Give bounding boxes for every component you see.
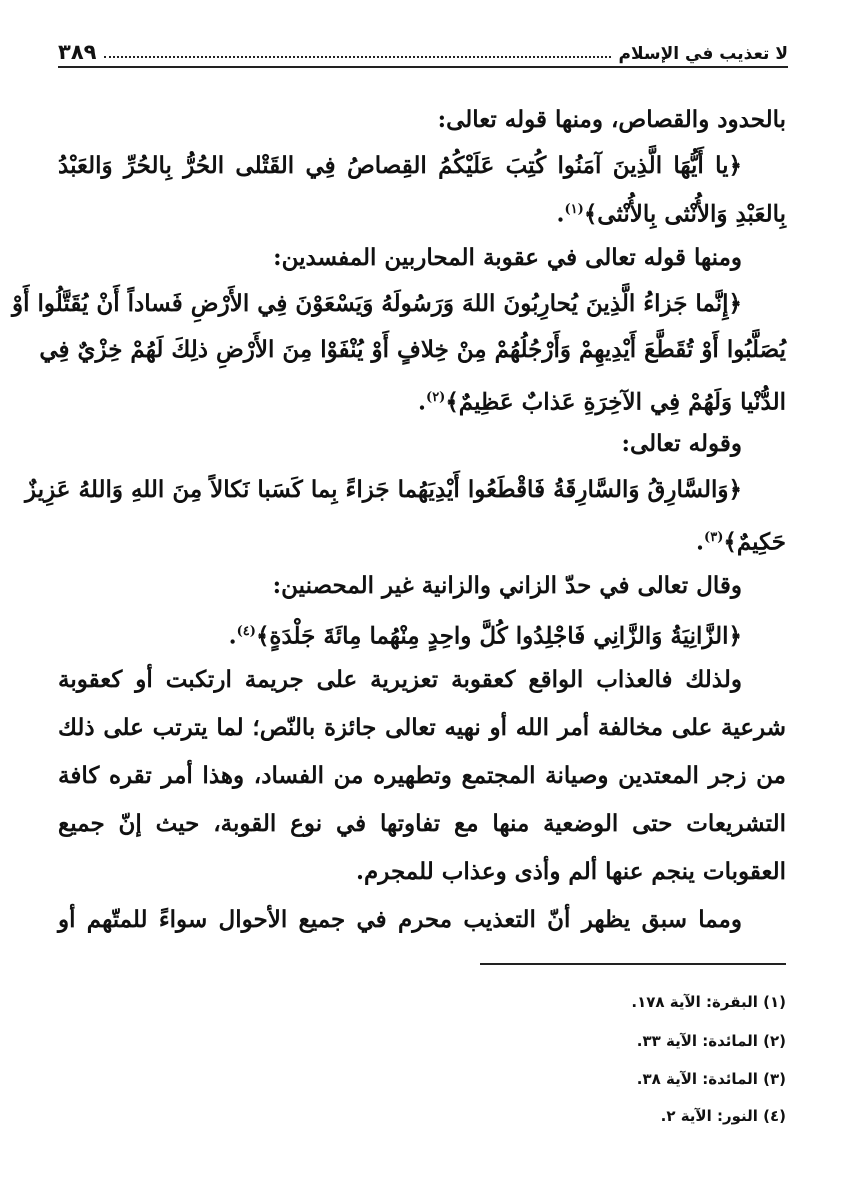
footnote: (٣) المائدة: الآية ٣٨.	[636, 1070, 786, 1088]
footnote-marker: (١)	[564, 202, 584, 217]
verse-line: ﴿إِنَّما جَزاءُ الَّذِينَ يُحارِبُونَ اللهَ وَرَسُولَهُ وَيَسْعَوْنَ فِي الأَرْضِ فَساداً أَنْ يُقَتَّلُوا أَوْ	[11, 290, 742, 317]
text-line: شرعية على مخالفة أمر الله أو نهيه تعالى جائزة بالنّص؛ لما يترتب على ذلك	[58, 714, 786, 741]
verse-line: بِالعَبْدِ وَالأُنْثى بِالأُنْثى﴾$^{(١)}$.	[556, 200, 786, 228]
text-line: وقوله تعالى:	[621, 430, 742, 457]
text-line: ومما سبق يظهر أنّ التعذيب محرم في جميع الأحوال سواءً للمتّهم أو	[58, 906, 742, 933]
footnote: (٤) النور: الآية ٢.	[660, 1107, 786, 1125]
verse-line: ﴿الزَّانِيَةُ وَالزَّانِي فَاجْلِدُوا كُلَّ واحِدٍ مِنْهُما مِائَةَ جَلْدَةٍ﴾$^{(٤)}$.	[228, 622, 742, 650]
text-line: من زجر المعتدين وصيانة المجتمع وتطهيره من الفساد، وهذا أمر تقره كافة	[58, 762, 786, 789]
verse-text: ﴿الزَّانِيَةُ وَالزَّانِي فَاجْلِدُوا كُلَّ واحِدٍ مِنْهُما مِائَةَ جَلْدَةٍ﴾	[255, 622, 742, 650]
text-line: التشريعات حتى الوضعية منها مع تفاوتها في نوع القوبة، حيث إنّ جميع	[58, 810, 786, 837]
verse-line: الدُّنْيا وَلَهُمْ فِي الآخِرَةِ عَذابٌ عَظِيمٌ﴾$^{(٢)}$.	[418, 388, 786, 416]
footnote-separator	[480, 963, 786, 965]
footnote-marker: (٢)	[426, 390, 446, 405]
text-line: وقال تعالى في حدّ الزاني والزانية غير المحصنين:	[272, 572, 742, 599]
header-dot-leader	[104, 56, 610, 58]
footnote: (٢) المائدة: الآية ٣٣.	[636, 1032, 786, 1050]
verse-line: ﴿وَالسَّارِقُ وَالسَّارِقَةُ فَاقْطَعُوا أَيْدِيَهُما جَزاءً بِما كَسَبا نَكالاً مِنَ اللهِ وَاللهُ عَزِيزٌ	[25, 476, 742, 503]
text-line: ومنها قوله تعالى في عقوبة المحاربين المفسدين:	[273, 244, 742, 271]
verse-text: الدُّنْيا وَلَهُمْ فِي الآخِرَةِ عَذابٌ عَظِيمٌ﴾	[445, 388, 786, 416]
text-line: بالحدود والقصاص، ومنها قوله تعالى:	[437, 106, 786, 133]
text-line: ولذلك فالعذاب الواقع كعقوبة تعزيرية على جريمة ارتكبت أو كعقوبة	[58, 666, 742, 693]
verse-line: حَكِيمٌ﴾$^{(٣)}$.	[696, 528, 786, 556]
verse-text: بِالعَبْدِ وَالأُنْثى بِالأُنْثى﴾	[583, 200, 786, 228]
running-header	[58, 30, 788, 64]
verse-line: ﴿يا أَيُّهَا الَّذِينَ آمَنُوا كُتِبَ عَلَيْكُمُ القِصاصُ فِي القَتْلى الحُرُّ بِالحُرِّ وَالعَبْدُ	[58, 152, 742, 179]
verse-text: حَكِيمٌ﴾	[723, 528, 786, 556]
footnote-marker: (٤)	[236, 624, 256, 639]
header-rule	[58, 66, 788, 68]
page-number: ٣٨٩	[58, 40, 97, 64]
footnote-marker: (٣)	[704, 530, 724, 545]
text-line: العقوبات ينجم عنها ألم وأذى وعذاب للمجرم.	[356, 858, 786, 885]
running-title: لا تعذيب في الإسلام	[618, 44, 788, 64]
verse-line: يُصَلَّبُوا أَوْ تُقَطَّعَ أَيْدِيهِمْ وَأَرْجُلُهُمْ مِنْ خِلافٍ أَوْ يُنْفَوْا مِنَ الأَرْضِ ذلِكَ لَهُمْ خِزْيٌ فِي	[39, 336, 786, 363]
footnote: (١) البقرة: الآية ١٧٨.	[631, 993, 786, 1011]
